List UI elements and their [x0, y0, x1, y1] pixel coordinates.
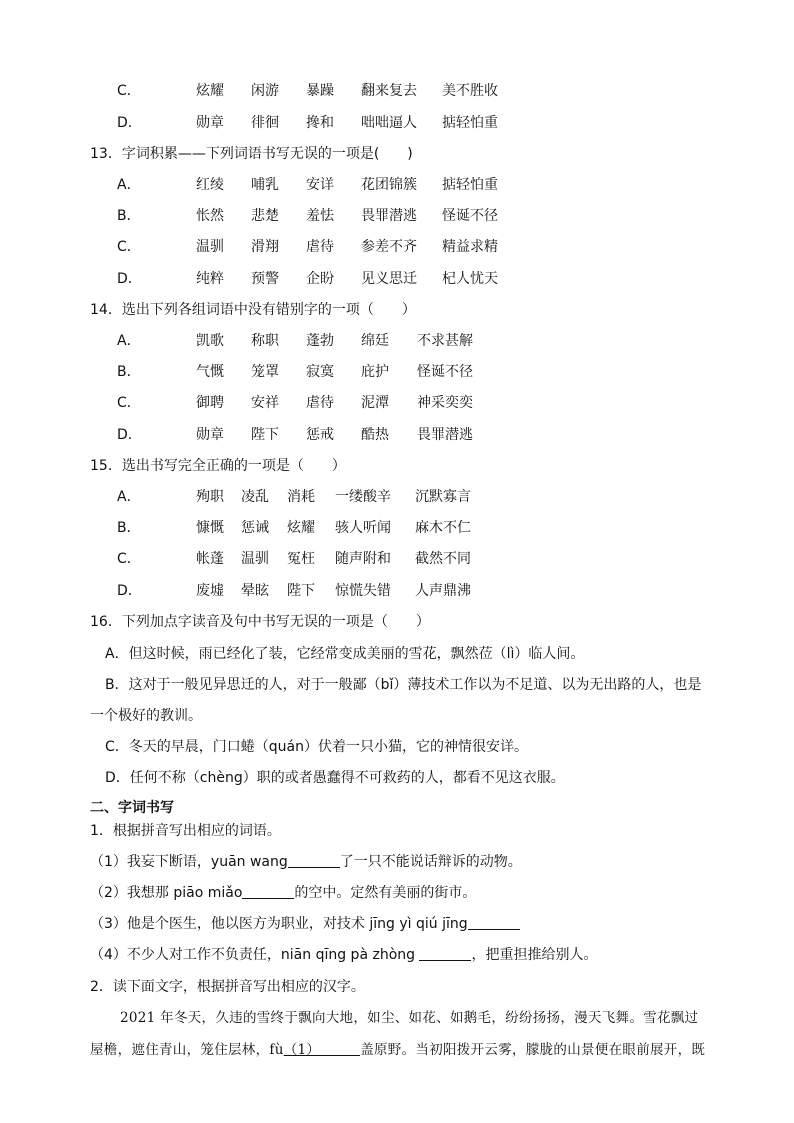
option-word: 沉默寡言 [415, 489, 471, 505]
option-label: D． [117, 271, 142, 287]
option-label: B． [117, 520, 141, 536]
fill-item [90, 945, 597, 965]
fill-item-prompt: （4）不少人对工作不负责任，niān qīng pà zhòng [90, 947, 420, 963]
option-row [117, 518, 757, 538]
option-word: 杞人忧天 [442, 271, 498, 287]
option-word: 蓬勃 [306, 333, 334, 349]
option-word: 殉职 [196, 489, 224, 505]
option-sentence: D．任何不称（chèng）职的或者愚蠢得不可救药的人，都看不见这衣服。 [105, 770, 565, 786]
option-word: 废墟 [196, 583, 224, 599]
option-word: 温驯 [196, 239, 224, 255]
option-word: 冤枉 [287, 551, 315, 567]
option-word: 笼罩 [251, 364, 279, 380]
section-title: 二、字词书写 [90, 800, 174, 816]
option-word: 称职 [251, 333, 279, 349]
option-word: 咄咄逼人 [361, 115, 417, 131]
option-row [117, 331, 757, 351]
option-word: 庇护 [361, 364, 389, 380]
fill-item-prompt: （3）他是个医生，他以医方为职业，对技术 jīng yì qiú jīng [90, 916, 468, 932]
answer-blank[interactable] [242, 884, 294, 899]
option-word: 怪诞不径 [417, 364, 473, 380]
option-label: D． [117, 427, 142, 443]
option-word: 慷慨 [196, 520, 224, 536]
option-word: 花团锦簇 [361, 177, 417, 193]
option-word: 酷热 [361, 427, 389, 443]
fill-item-suffix: ，把重担推给别人。 [471, 947, 598, 963]
option-word: 翻来复去 [361, 83, 417, 99]
answer-blank[interactable] [288, 853, 340, 868]
option-row [117, 425, 757, 445]
option-word: 怅然 [196, 208, 224, 224]
option-word: 搀和 [306, 115, 334, 131]
passage-blank[interactable]: （1） [283, 1042, 321, 1058]
option-word: 虐待 [306, 395, 334, 411]
option-word: 神采奕奕 [417, 395, 473, 411]
option-label: C． [117, 83, 141, 99]
fill-item-prompt: （1）我妄下断语，yuān wang [90, 854, 288, 870]
option-word: 麻木不仁 [415, 520, 471, 536]
option-word: 预警 [251, 271, 279, 287]
option-word: 羞怯 [306, 208, 334, 224]
option-word: 勋章 [196, 115, 224, 131]
answer-blank[interactable] [468, 915, 520, 930]
question-stem: 13．字词积累——下列词语书写无误的一项是( ) [90, 146, 413, 162]
option-word: 截然不同 [415, 551, 471, 567]
option-word: 精益求精 [442, 239, 498, 255]
option-word: 帐蓬 [196, 551, 224, 567]
fill-item-suffix: 的空中。定然有美丽的街市。 [294, 885, 477, 901]
option-sentence-continued: 一个极好的教训。 [90, 708, 202, 724]
passage-line [90, 1040, 705, 1060]
option-word: 悲楚 [251, 208, 279, 224]
passage-line: 2021 年冬天，久违的雪终于飘向大地，如尘、如花、如鹅毛，纷纷扬扬，漫天飞舞。雪花飘过 [120, 1010, 699, 1026]
option-word: 企盼 [306, 271, 334, 287]
option-word: 炫耀 [287, 520, 315, 536]
answer-blank[interactable] [419, 946, 471, 961]
question-stem: 16．下列加点字读音及句中书写无误的一项是（ ） [90, 614, 430, 630]
option-word: 闲游 [251, 83, 279, 99]
option-row [117, 393, 757, 413]
option-word: 怪诞不径 [442, 208, 498, 224]
option-label: D． [117, 583, 142, 599]
option-word: 寂寞 [306, 364, 334, 380]
option-word: 陛下 [251, 427, 279, 443]
option-label: A． [117, 333, 141, 349]
option-label: C． [117, 395, 141, 411]
option-word: 凌乱 [241, 489, 269, 505]
option-row [117, 206, 757, 226]
option-word: 滑翔 [251, 239, 279, 255]
option-word: 绵廷 [361, 333, 389, 349]
option-row [117, 549, 757, 569]
option-row [117, 175, 757, 195]
option-word: 暴躁 [306, 83, 334, 99]
fill-item [90, 852, 522, 872]
option-label: C． [117, 239, 141, 255]
option-word: 随声附和 [335, 551, 391, 567]
answer-blank[interactable] [320, 1041, 360, 1056]
option-word: 见义思迁 [361, 271, 417, 287]
passage-text: 盖原野。当初阳拨开云雾，朦胧的山景便在眼前展开，既 [360, 1042, 706, 1058]
option-word: 安祥 [251, 395, 279, 411]
option-label: A． [117, 177, 141, 193]
option-row [117, 487, 757, 507]
option-row [117, 269, 757, 289]
option-sentence: C．冬天的早晨，门口蜷（quán）伏着一只小猫，它的神情很安详。 [105, 739, 528, 755]
option-word: 掂轻怕重 [442, 177, 498, 193]
option-word: 晕眩 [241, 583, 269, 599]
option-word: 勋章 [196, 427, 224, 443]
question-stem: 2．读下面文字，根据拼音写出相应的汉字。 [90, 979, 365, 995]
option-word: 红绫 [196, 177, 224, 193]
option-word: 掂轻怕重 [442, 115, 498, 131]
option-word: 不求甚解 [417, 333, 473, 349]
passage-text: 屋檐，遮住青山，笼住层林，fù [90, 1042, 284, 1058]
option-label: B． [117, 364, 141, 380]
option-word: 御聘 [196, 395, 224, 411]
option-word: 人声鼎沸 [415, 583, 471, 599]
option-word: 徘徊 [251, 115, 279, 131]
option-word: 温驯 [241, 551, 269, 567]
option-row [117, 237, 757, 257]
option-word: 一缕酸辛 [335, 489, 391, 505]
option-word: 骇人听闻 [335, 520, 391, 536]
option-row [117, 581, 757, 601]
question-stem: 14．选出下列各组词语中没有错别字的一项（ ） [90, 302, 416, 318]
option-word: 纯粹 [196, 271, 224, 287]
option-row [117, 113, 757, 133]
option-word: 泥潭 [361, 395, 389, 411]
option-word: 安详 [306, 177, 334, 193]
fill-item [90, 883, 476, 903]
fill-item [90, 914, 520, 934]
option-label: A． [117, 489, 141, 505]
option-row [117, 362, 757, 382]
fill-item-suffix: 了一只不能说话辩诉的动物。 [339, 854, 522, 870]
fill-item-prompt: （2）我想那 piāo miǎo [90, 885, 243, 901]
option-word: 炫耀 [196, 83, 224, 99]
option-word: 哺乳 [251, 177, 279, 193]
option-word: 惩戒 [306, 427, 334, 443]
option-word: 陛下 [287, 583, 315, 599]
option-label: C． [117, 551, 141, 567]
option-row [117, 81, 757, 101]
option-word: 畏罪潜逃 [417, 427, 473, 443]
option-word: 惊慌失错 [335, 583, 391, 599]
option-word: 凯歌 [196, 333, 224, 349]
option-label: D． [117, 115, 142, 131]
option-label: B． [117, 208, 141, 224]
option-word: 惩诫 [241, 520, 269, 536]
option-sentence: B．这对于一般见异思迁的人，对于一般鄙（bǐ）薄技术工作以为不足道、以为无出路的人，也是 [105, 677, 702, 693]
option-word: 参差不齐 [361, 239, 417, 255]
option-sentence: A．但这时候，雨已经化了装，它经常变成美丽的雪花，飘然莅（lì）临人间。 [105, 646, 585, 662]
option-word: 虐待 [306, 239, 334, 255]
option-word: 消耗 [287, 489, 315, 505]
option-word: 美不胜收 [442, 83, 498, 99]
question-stem: 1．根据拼音写出相应的词语。 [90, 823, 281, 839]
option-word: 畏罪潜逃 [361, 208, 417, 224]
question-stem: 15．选出书写完全正确的一项是（ ） [90, 458, 346, 474]
option-word: 气慨 [196, 364, 224, 380]
